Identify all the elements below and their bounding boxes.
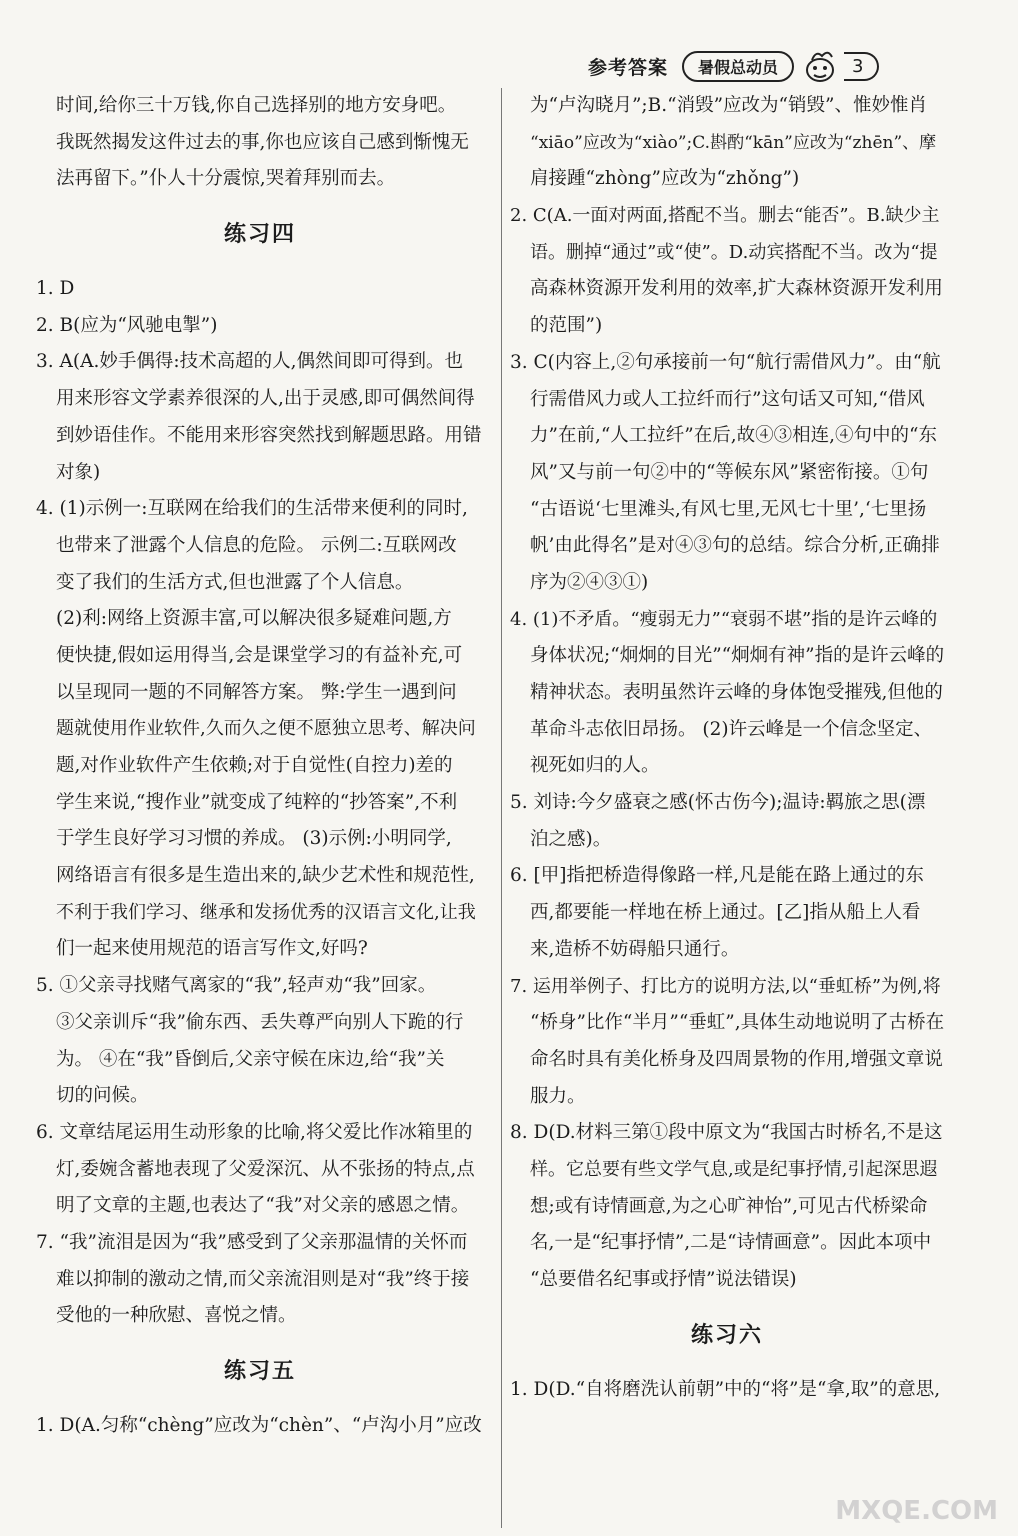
answer-line: 7. “我”流泪是因为“我”感受到了父亲那温情的关怀而	[36, 1231, 468, 1253]
answer-line: 5. ①父亲寻找赌气离家的“我”,轻声劝“我”回家。	[36, 975, 437, 997]
answer-line: 命名时具有美化桥身及四周景物的作用,增强文章说	[530, 1048, 943, 1070]
answer-line: “xiāo”应改为“xiào”;C.斟酌“kān”应改为“zhēn”、摩	[530, 132, 937, 153]
answer-line: 受他的一种欣慰、喜悦之情。	[56, 1305, 297, 1327]
answer-line: 行需借风力或人工拉纤而行”这句话又可知,“借风	[530, 388, 925, 410]
section-heading: 练习六	[690, 1322, 763, 1348]
answer-line: 学生来说,“搜作业”就变成了纯粹的“抄答案”,不利	[56, 791, 458, 813]
answer-line: “桥身”比作“半月”“垂虹”,具体生动地说明了古桥在	[530, 1012, 945, 1034]
answer-line: 样。它总要有些文学气息,或是纪事抒情,引起深思遐	[530, 1158, 938, 1180]
answer-line: 肩接踵“zhòng”应改为“zhǒng”)	[530, 168, 800, 190]
page-header	[588, 46, 948, 86]
left-column	[36, 88, 484, 1445]
answer-line: 序为②④③①)	[530, 571, 649, 593]
watermark: MXQE.COM	[835, 1496, 998, 1526]
answer-line: 的范围”)	[530, 315, 603, 337]
answer-line: 网络语言有很多是生造出来的,缺少艺术性和规范性,	[56, 865, 475, 887]
answer-line: 便快捷,假如运用得当,会是课堂学习的有益补充,可	[56, 644, 463, 666]
answer-line: 切的问候。	[56, 1085, 149, 1107]
answer-line: 7. 运用举例子、打比方的说明方法,以“垂虹桥”为例,将	[510, 975, 941, 997]
answer-line: 6. [甲]指把桥造得像路一样,凡是能在路上通过的东	[510, 865, 924, 887]
answer-line: 1. D(D.“自将磨洗认前朝”中的“将”是“拿,取”的意思,	[510, 1378, 941, 1400]
answer-line: 时间,给你三十万钱,你自己选择别的地方安身吧。	[56, 95, 457, 116]
answer-line: 法再留下。”仆人十分震惊,哭着拜别而去。	[56, 168, 396, 190]
answer-line: 帆’由此得名”是对④③句的总结。综合分析,正确排	[530, 535, 940, 557]
answer-line: 4. (1)示例一:互联网在给我们的生活带来便利的同时,	[36, 498, 468, 520]
answer-line: 名,一是“纪事抒情”,二是“诗情画意”。因此本项中	[530, 1232, 932, 1254]
answer-line: 1. D	[36, 278, 75, 300]
answer-line: 为。 ④在“我”昏倒后,父亲守候在床边,给“我”关	[56, 1048, 445, 1070]
answer-line: 到妙语佳作。不能用来形容突然找到解题思路。用错	[56, 424, 482, 446]
answer-line: “总要借名纪事或抒情”说法错误)	[530, 1269, 797, 1290]
answer-line: 革命斗志依旧昂扬。 (2)许云峰是一个信念坚定、	[530, 718, 933, 740]
answer-line: 为“卢沟晓月”;B.“消毁”应改为“销毁”、惟妙惟肖	[530, 95, 927, 116]
series-badge: 暑假总动员	[682, 51, 794, 82]
answer-line: 题,对作业软件产生依赖;对于自觉性(自控力)差的	[56, 755, 453, 776]
answer-line: 们一起来使用规范的语言写作文,好吗?	[56, 938, 368, 960]
answer-line: 泊之感)。	[530, 828, 612, 850]
answer-line: 难以抑制的激动之情,而父亲流泪则是对“我”终于接	[56, 1268, 470, 1290]
answer-line: 5. 刘诗:今夕盛衰之感(怀古伤今);温诗:羁旅之思(漂	[510, 792, 926, 814]
answer-line: 想;或有诗情画意,为之心旷神怡”,可见古代桥梁命	[530, 1195, 928, 1217]
answer-line: 灯,委婉含蓄地表现了父爱深沉、从不张扬的特点,点	[56, 1158, 475, 1180]
answer-line: 风”又与前一句②中的“等候东风”紧密衔接。①句	[530, 461, 929, 483]
answer-line: “古语说‘七里滩头,有风七里,无风七十里’,‘七里扬	[530, 498, 927, 520]
answer-line: 于学生良好学习习惯的养成。 (3)示例:小明同学,	[56, 828, 452, 850]
answer-line: 3. A(A.妙手偶得:技术高超的人,偶然间即可得到。也	[36, 351, 463, 373]
answer-line: 用来形容文学素养很深的人,出于灵感,即可偶然间得	[56, 388, 475, 410]
answer-line: 不利于我们学习、继承和发扬优秀的汉语言文化,让我	[56, 901, 476, 923]
answer-line: 视死如归的人。	[530, 755, 660, 777]
mascot-icon	[800, 48, 840, 84]
header-title: 参考答案	[588, 56, 669, 79]
answer-line: 我既然揭发这件过去的事,你也应该自己感到惭愧无	[56, 131, 469, 153]
answer-line: 4. (1)不矛盾。“瘦弱无力”“衰弱不堪”指的是许云峰的	[510, 608, 938, 630]
answer-line: 8. D(D.材料三第①段中原文为“我国古时桥名,不是这	[510, 1122, 943, 1144]
answer-line: 精神状态。表明虽然许云峰的身体饱受摧残,但他的	[530, 682, 943, 703]
answer-line: 语。删掉“通过”或“使”。D.动宾搭配不当。改为“提	[530, 241, 938, 263]
section-heading: 练习五	[223, 1359, 296, 1384]
answer-line: 题就使用作业软件,久而久之便不愿独立思考、解决问	[56, 718, 476, 740]
answer-line: 身体状况;“炯炯的目光”“炯炯有神”指的是许云峰的	[530, 645, 945, 667]
answer-line: 2. C(A.一面对两面,搭配不当。删去“能否”。B.缺少主	[510, 205, 940, 227]
answer-line: 以呈现同一题的不同解答方案。 弊:学生一遇到问	[56, 681, 457, 703]
answer-line: 2. B(应为“风驰电掣”)	[36, 314, 218, 336]
answer-line: 对象)	[56, 461, 101, 483]
answer-line: 服力。	[530, 1085, 586, 1107]
answer-line: 明了文章的主题,也表达了“我”对父亲的感恩之情。	[56, 1195, 470, 1217]
answer-line: (2)利:网络上资源丰富,可以解决很多疑难问题,方	[56, 608, 452, 630]
answer-line: 力”在前,“人工拉纤”在后,故④③相连,④句中的“东	[530, 425, 937, 447]
answer-line: 3. C(内容上,②句承接前一句“航行需借风力”。由“航	[510, 351, 941, 373]
answer-line: 来,造桥不妨碍船只通行。	[530, 938, 740, 960]
answer-line: ③父亲训斥“我”偷东西、丢失尊严向别人下跪的行	[56, 1011, 464, 1033]
section-heading: 练习四	[223, 222, 296, 248]
answer-line: 高森林资源开发利用的效率,扩大森林资源开发利用	[530, 278, 943, 300]
answer-line: 6. 文章结尾运用生动形象的比喻,将父爱比作冰箱里的	[36, 1121, 473, 1143]
answer-line: 也带来了泄露个人信息的危险。 示例二:互联网改	[56, 534, 457, 556]
answer-line: 1. D(A.匀称“chèng”应改为“chèn”、“卢沟小月”应改	[36, 1415, 482, 1436]
right-column	[510, 88, 944, 1408]
answer-line: 变了我们的生活方式,但也泄露了个人信息。	[56, 571, 414, 593]
column-divider	[501, 88, 502, 1528]
answer-line: 西,都要能一样地在桥上通过。[乙]指从船上人看	[530, 902, 921, 924]
page-number: 3	[844, 52, 879, 81]
